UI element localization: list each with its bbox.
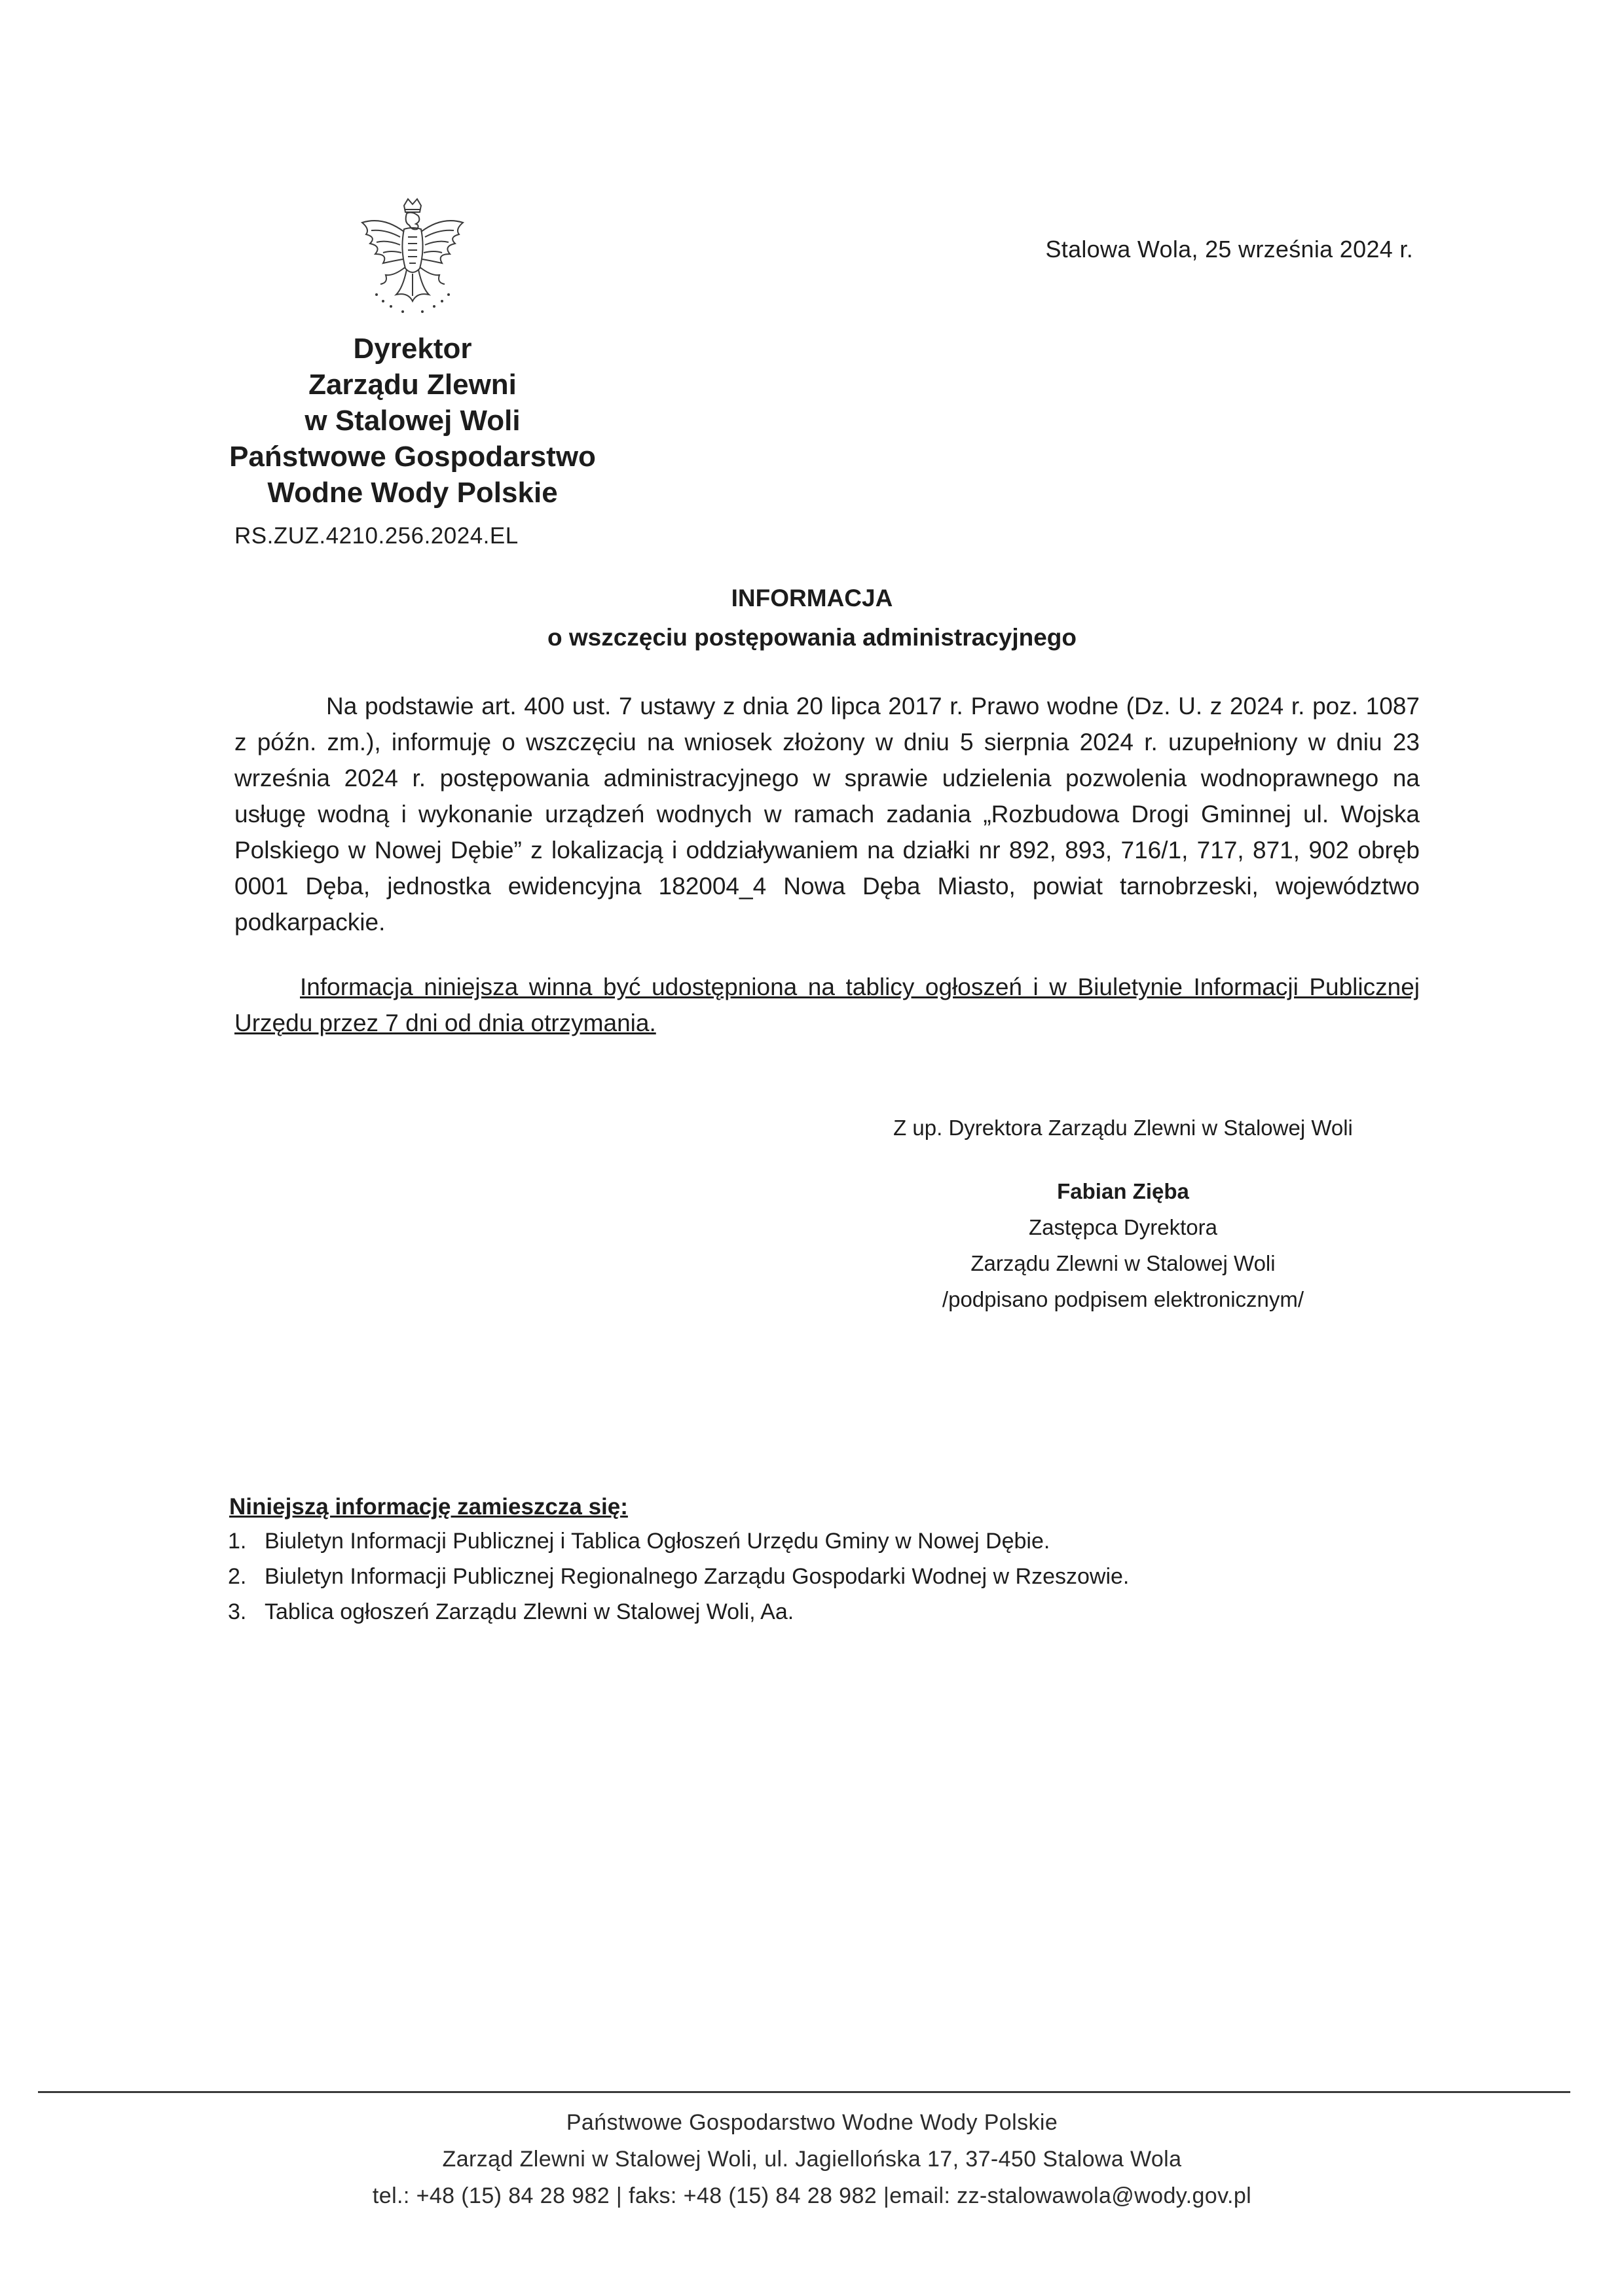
sender-header xyxy=(216,331,609,511)
list-item-number: 2. xyxy=(228,1564,247,1589)
footer-contact: tel.: +48 (15) 84 28 982 | faks: +48 (15) 84 28 982 |email: zz-stalowawola@wody.gov.pl xyxy=(372,2183,1252,2208)
distribution-title: Niniejszą informację zamieszcza się: xyxy=(229,1494,628,1520)
footer xyxy=(0,2104,1624,2214)
publication-notice: Informacja niniejsza winna być udostępniona na tablicy ogłoszeń i w Biuletynie Informacji Publicznej Urzędu przez 7 dni od dnia otrzymania. xyxy=(234,974,1420,1036)
sender-header-line: Państwowe Gospodarstwo xyxy=(229,441,596,473)
signature-position: Zastępca Dyrektora xyxy=(1029,1215,1217,1239)
signature-unit: Zarządu Zlewni w Stalowej Woli xyxy=(970,1251,1276,1275)
signature-name: Fabian Zięba xyxy=(1057,1179,1189,1203)
list-item-text: Biuletyn Informacji Publicznej Regionalnego Zarządu Gospodarki Wodnej w Rzeszowie. xyxy=(265,1564,1130,1589)
document-subtitle: o wszczęciu postępowania administracyjnego xyxy=(547,624,1077,651)
list-item xyxy=(228,1523,1129,1559)
sender-header-line: Zarządu Zlewni xyxy=(308,369,517,401)
list-item xyxy=(228,1559,1129,1594)
distribution-list xyxy=(228,1523,1129,1630)
sender-header-line: w Stalowej Woli xyxy=(304,405,521,437)
signature-block xyxy=(779,1110,1467,1317)
footer-divider xyxy=(38,2091,1570,2093)
signature-on-behalf: Z up. Dyrektora Zarządu Zlewni w Stalowej Woli xyxy=(893,1116,1353,1140)
list-item-text: Tablica ogłoszeń Zarządu Zlewni w Stalowej Woli, Aa. xyxy=(265,1599,794,1624)
place-and-date: Stalowa Wola, 25 września 2024 r. xyxy=(1045,236,1413,263)
list-item-text: Biuletyn Informacji Publicznej i Tablica Ogłoszeń Urzędu Gminy w Nowej Dębie. xyxy=(265,1529,1050,1554)
footer-org-name: Państwowe Gospodarstwo Wodne Wody Polskie xyxy=(566,2110,1058,2135)
signature-signed-note: /podpisano podpisem elektronicznym/ xyxy=(942,1287,1304,1311)
footer-address: Zarząd Zlewni w Stalowej Woli, ul. Jagiellońska 17, 37-450 Stalowa Wola xyxy=(442,2147,1182,2172)
list-item-number: 3. xyxy=(228,1599,247,1624)
document-title: INFORMACJA xyxy=(731,585,893,611)
list-item xyxy=(228,1594,1129,1630)
case-number: RS.ZUZ.4210.256.2024.EL xyxy=(234,523,519,549)
polish-eagle-emblem-icon xyxy=(357,196,468,327)
list-item-number: 1. xyxy=(228,1529,247,1554)
body-paragraph: Na podstawie art. 400 ust. 7 ustawy z dnia 20 lipca 2017 r. Prawo wodne (Dz. U. z 2024 r. poz. 1087 z późn. zm.), informuję o wszczęciu na wniosek złożony w dniu 5 sierpnia 2024 r. uzupełniony w dniu 23 września 2024 r. postępowania administracyjnego w sprawie udzielenia pozwolenia wodnoprawnego na usługę wodną i wykonanie urządzeń wodnych w ramach zadania „Rozbudowa Drogi Gminnej ul. Wojska Polskiego w Nowej Dębie” z lokalizacją i oddziaływaniem na działki nr 892, 893, 716/1, 717, 871, 902 obręb 0001 Dęba, jednostka ewidencyjna 182004_4 Nowa Dęba Miasto, powiat tarnobrzeski, województwo podkarpackie. xyxy=(234,693,1420,936)
sender-header-line: Dyrektor xyxy=(353,333,472,365)
eagle-emblem-graphic xyxy=(357,196,468,327)
sender-header-line: Wodne Wody Polskie xyxy=(267,477,558,509)
